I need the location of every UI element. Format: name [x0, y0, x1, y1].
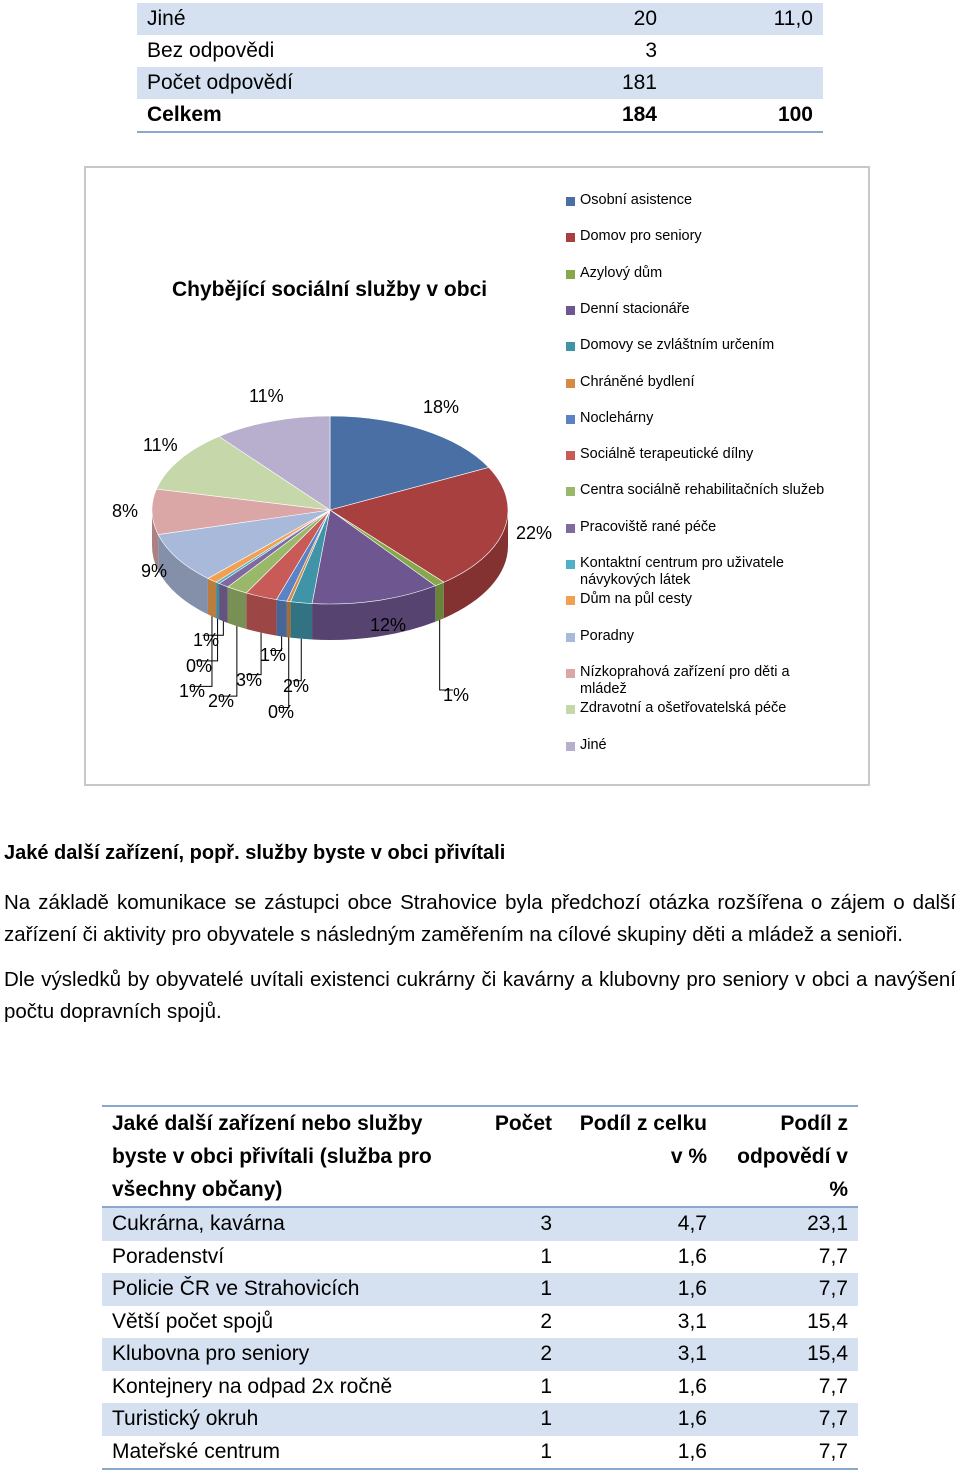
pie-side-domovy-se-zvl-tn-m-ur-en-m — [291, 602, 312, 640]
cell-share-total: 1,6 — [562, 1273, 717, 1306]
table-row — [102, 1273, 858, 1306]
table-row — [137, 67, 823, 99]
legend-swatch — [566, 705, 575, 714]
legend-label: Centra sociálně rehabilitačních služeb — [580, 482, 825, 499]
legend-label: Pracoviště rané péče — [580, 518, 717, 535]
legend-swatch — [566, 487, 575, 496]
paragraph: Dle výsledků by obyvatelé uvítali existenci cukrárny či kavárny a klubovny pro seniory v obci a navýšení počtu dopravních spojů. — [4, 968, 956, 1023]
row-count: 20 — [502, 3, 667, 35]
header-facility: Jaké další zařízení nebo služby byste v obci přivítali (služba pro všechny občany) — [102, 1106, 452, 1207]
legend-label: Domovy se zvláštním určením — [580, 337, 775, 354]
cell-share-total: 1,6 — [562, 1403, 717, 1436]
pie-slice-label: 12% — [370, 615, 407, 635]
row-label: Bez odpovědi — [137, 35, 502, 67]
cell-share-answers: 7,7 — [717, 1403, 858, 1436]
pie-slice-label: 1% — [179, 681, 206, 701]
legend-item — [566, 446, 826, 463]
legend-label: Poradny — [580, 627, 635, 644]
table-header-row — [102, 1106, 858, 1207]
legend-swatch — [566, 742, 575, 751]
legend-swatch — [566, 560, 575, 569]
cell-share-total: 3,1 — [562, 1338, 717, 1371]
pie-slice-label: 1% — [443, 685, 470, 705]
legend-label: Sociálně terapeutické dílny — [580, 446, 754, 463]
table-row — [137, 35, 823, 67]
pie-slice-label: 0% — [186, 656, 213, 676]
table-row — [137, 3, 823, 35]
pie-slice-label: 2% — [283, 676, 310, 696]
table-row-total — [137, 99, 823, 132]
pie-side-kontaktn-centrum-pro-u-ivatele-n-vykov-ch-l-tek — [216, 582, 219, 619]
cell-count: 1 — [452, 1403, 562, 1436]
table-row — [102, 1403, 858, 1436]
legend-swatch — [566, 306, 575, 315]
legend-label: Zdravotní a ošetřovatelská péče — [580, 700, 787, 717]
pie-side-nocleh-rny — [276, 600, 286, 638]
legend-item — [566, 700, 826, 717]
legend-item — [566, 482, 826, 499]
legend-item — [566, 337, 826, 354]
cell-share-answers: 7,7 — [717, 1241, 858, 1274]
cell-share-answers: 23,1 — [717, 1207, 858, 1241]
row-label: Celkem — [137, 99, 502, 132]
table-row — [102, 1371, 858, 1404]
legend-swatch — [566, 633, 575, 642]
pie-slice-label: 3% — [236, 670, 263, 690]
table-row — [102, 1436, 858, 1470]
legend-swatch — [566, 669, 575, 678]
header-share-answers: Podíl z odpovědí v % — [717, 1106, 858, 1207]
pie-chart — [86, 168, 566, 784]
cell-share-total: 1,6 — [562, 1436, 717, 1470]
chart-legend — [566, 168, 866, 768]
table-row — [102, 1241, 858, 1274]
pie-slice-label: 18% — [423, 397, 460, 417]
cell-share-answers: 7,7 — [717, 1436, 858, 1470]
legend-item — [566, 519, 826, 536]
cell-count: 2 — [452, 1338, 562, 1371]
section-heading: Jaké další zařízení, popř. služby byste v obci přivítali — [4, 842, 506, 864]
legend-swatch — [566, 415, 575, 424]
legend-label: Chráněné bydlení — [580, 373, 695, 390]
pie-slice-label: 0% — [268, 702, 295, 722]
pie-slice-label: 22% — [516, 523, 553, 543]
legend-label: Jiné — [580, 736, 607, 753]
legend-label: Osobní asistence — [580, 192, 693, 208]
pie-side-d-m-na-p-l-cesty — [208, 578, 216, 618]
facilities-table — [102, 1105, 858, 1470]
legend-label: Dům na půl cesty — [580, 591, 693, 608]
pie-slice-label: 2% — [208, 691, 235, 711]
cell-label: Cukrárna, kavárna — [102, 1207, 452, 1241]
legend-swatch — [566, 524, 575, 533]
cell-share-answers: 15,4 — [717, 1338, 858, 1371]
header-share-total: Podíl z celku v % — [562, 1106, 717, 1207]
legend-label: Denní stacionáře — [580, 300, 690, 317]
cell-share-total: 1,6 — [562, 1241, 717, 1274]
legend-swatch — [566, 342, 575, 351]
cell-share-answers: 7,7 — [717, 1371, 858, 1404]
legend-swatch — [566, 233, 575, 242]
legend-swatch — [566, 197, 575, 206]
legend-swatch — [566, 451, 575, 460]
cell-share-answers: 15,4 — [717, 1306, 858, 1339]
pie-leader-line — [293, 639, 302, 681]
legend-swatch — [566, 596, 575, 605]
row-pct: 100 — [667, 99, 823, 132]
legend-swatch — [566, 270, 575, 279]
pie-slice-label: 8% — [112, 501, 139, 521]
row-pct: 11,0 — [667, 3, 823, 35]
legend-item — [566, 410, 826, 427]
pie-leader-line — [246, 633, 261, 675]
row-label: Jiné — [137, 3, 502, 35]
pie-side-azylov-d-m — [435, 582, 444, 622]
legend-item — [566, 555, 826, 589]
legend-item — [566, 374, 826, 391]
row-pct — [667, 35, 823, 67]
cell-label: Turistický okruh — [102, 1403, 452, 1436]
cell-share-total: 3,1 — [562, 1306, 717, 1339]
pie-leader-line — [440, 620, 453, 690]
cell-label: Klubovna pro seniory — [102, 1338, 452, 1371]
legend-item — [566, 265, 826, 282]
cell-count: 1 — [452, 1371, 562, 1404]
cell-label: Poradenství — [102, 1241, 452, 1274]
cell-count: 3 — [452, 1207, 562, 1241]
cell-count: 1 — [452, 1241, 562, 1274]
row-pct — [667, 67, 823, 99]
legend-label: Nízkoprahová zařízení pro děti a mládež — [580, 663, 790, 697]
header-count: Počet — [452, 1106, 562, 1207]
cell-label: Kontejnery na odpad 2x ročně — [102, 1371, 452, 1404]
pie-slice-label: 1% — [193, 630, 220, 650]
pie-slice-label: 1% — [260, 645, 287, 665]
chart-title: Chybějící sociální služby v obci — [172, 278, 488, 301]
table-row — [102, 1207, 858, 1241]
legend-label: Azylový dům — [580, 264, 663, 281]
legend-swatch — [566, 379, 575, 388]
row-count: 3 — [502, 35, 667, 67]
table-row — [102, 1306, 858, 1339]
legend-label: Domov pro seniory — [580, 228, 702, 245]
legend-label: Noclehárny — [580, 409, 654, 426]
cell-label: Větší počet spojů — [102, 1306, 452, 1339]
pie-side-soci-ln-terapeutick-d-lny — [246, 593, 276, 636]
legend-item — [566, 192, 826, 209]
legend-item — [566, 301, 826, 318]
legend-item — [566, 591, 826, 608]
legend-item — [566, 664, 826, 698]
legend-item — [566, 737, 826, 754]
cell-label: Policie ČR ve Strahovicích — [102, 1273, 452, 1306]
pie-slice-label: 11% — [249, 386, 284, 406]
row-label: Počet odpovědí — [137, 67, 502, 99]
pie-side-pracovi-t-ran-p-e — [219, 584, 228, 623]
cell-share-total: 1,6 — [562, 1371, 717, 1404]
pie-slice-label: 9% — [141, 561, 168, 581]
row-count: 181 — [502, 67, 667, 99]
pie-chart-panel — [84, 166, 870, 786]
legend-item — [566, 228, 826, 245]
pie-slice-label: 11% — [143, 435, 178, 455]
cell-share-answers: 7,7 — [717, 1273, 858, 1306]
pie-side-chr-n-n-bydlen- — [287, 601, 291, 637]
pie-leader-line — [218, 626, 237, 696]
cell-count: 2 — [452, 1306, 562, 1339]
summary-table — [137, 3, 823, 133]
legend-item — [566, 628, 826, 645]
table-row — [102, 1338, 858, 1371]
row-count: 184 — [502, 99, 667, 132]
cell-count: 1 — [452, 1436, 562, 1470]
paragraph: Na základě komunikace se zástupci obce Strahovice byla předchozí otázka rozšířena o zájem o další zařízení či aktivity pro obyvatele s následným zaměřením na cílové skupiny děti a mládež a senioři. — [4, 891, 956, 946]
cell-share-total: 4,7 — [562, 1207, 717, 1241]
legend-label: Kontaktní centrum pro uživatele návykových látek — [580, 555, 784, 588]
cell-label: Mateřské centrum — [102, 1436, 452, 1470]
cell-count: 1 — [452, 1273, 562, 1306]
pie-side-centra-soci-ln-rehabilita-n-ch-slu-eb — [228, 587, 247, 629]
